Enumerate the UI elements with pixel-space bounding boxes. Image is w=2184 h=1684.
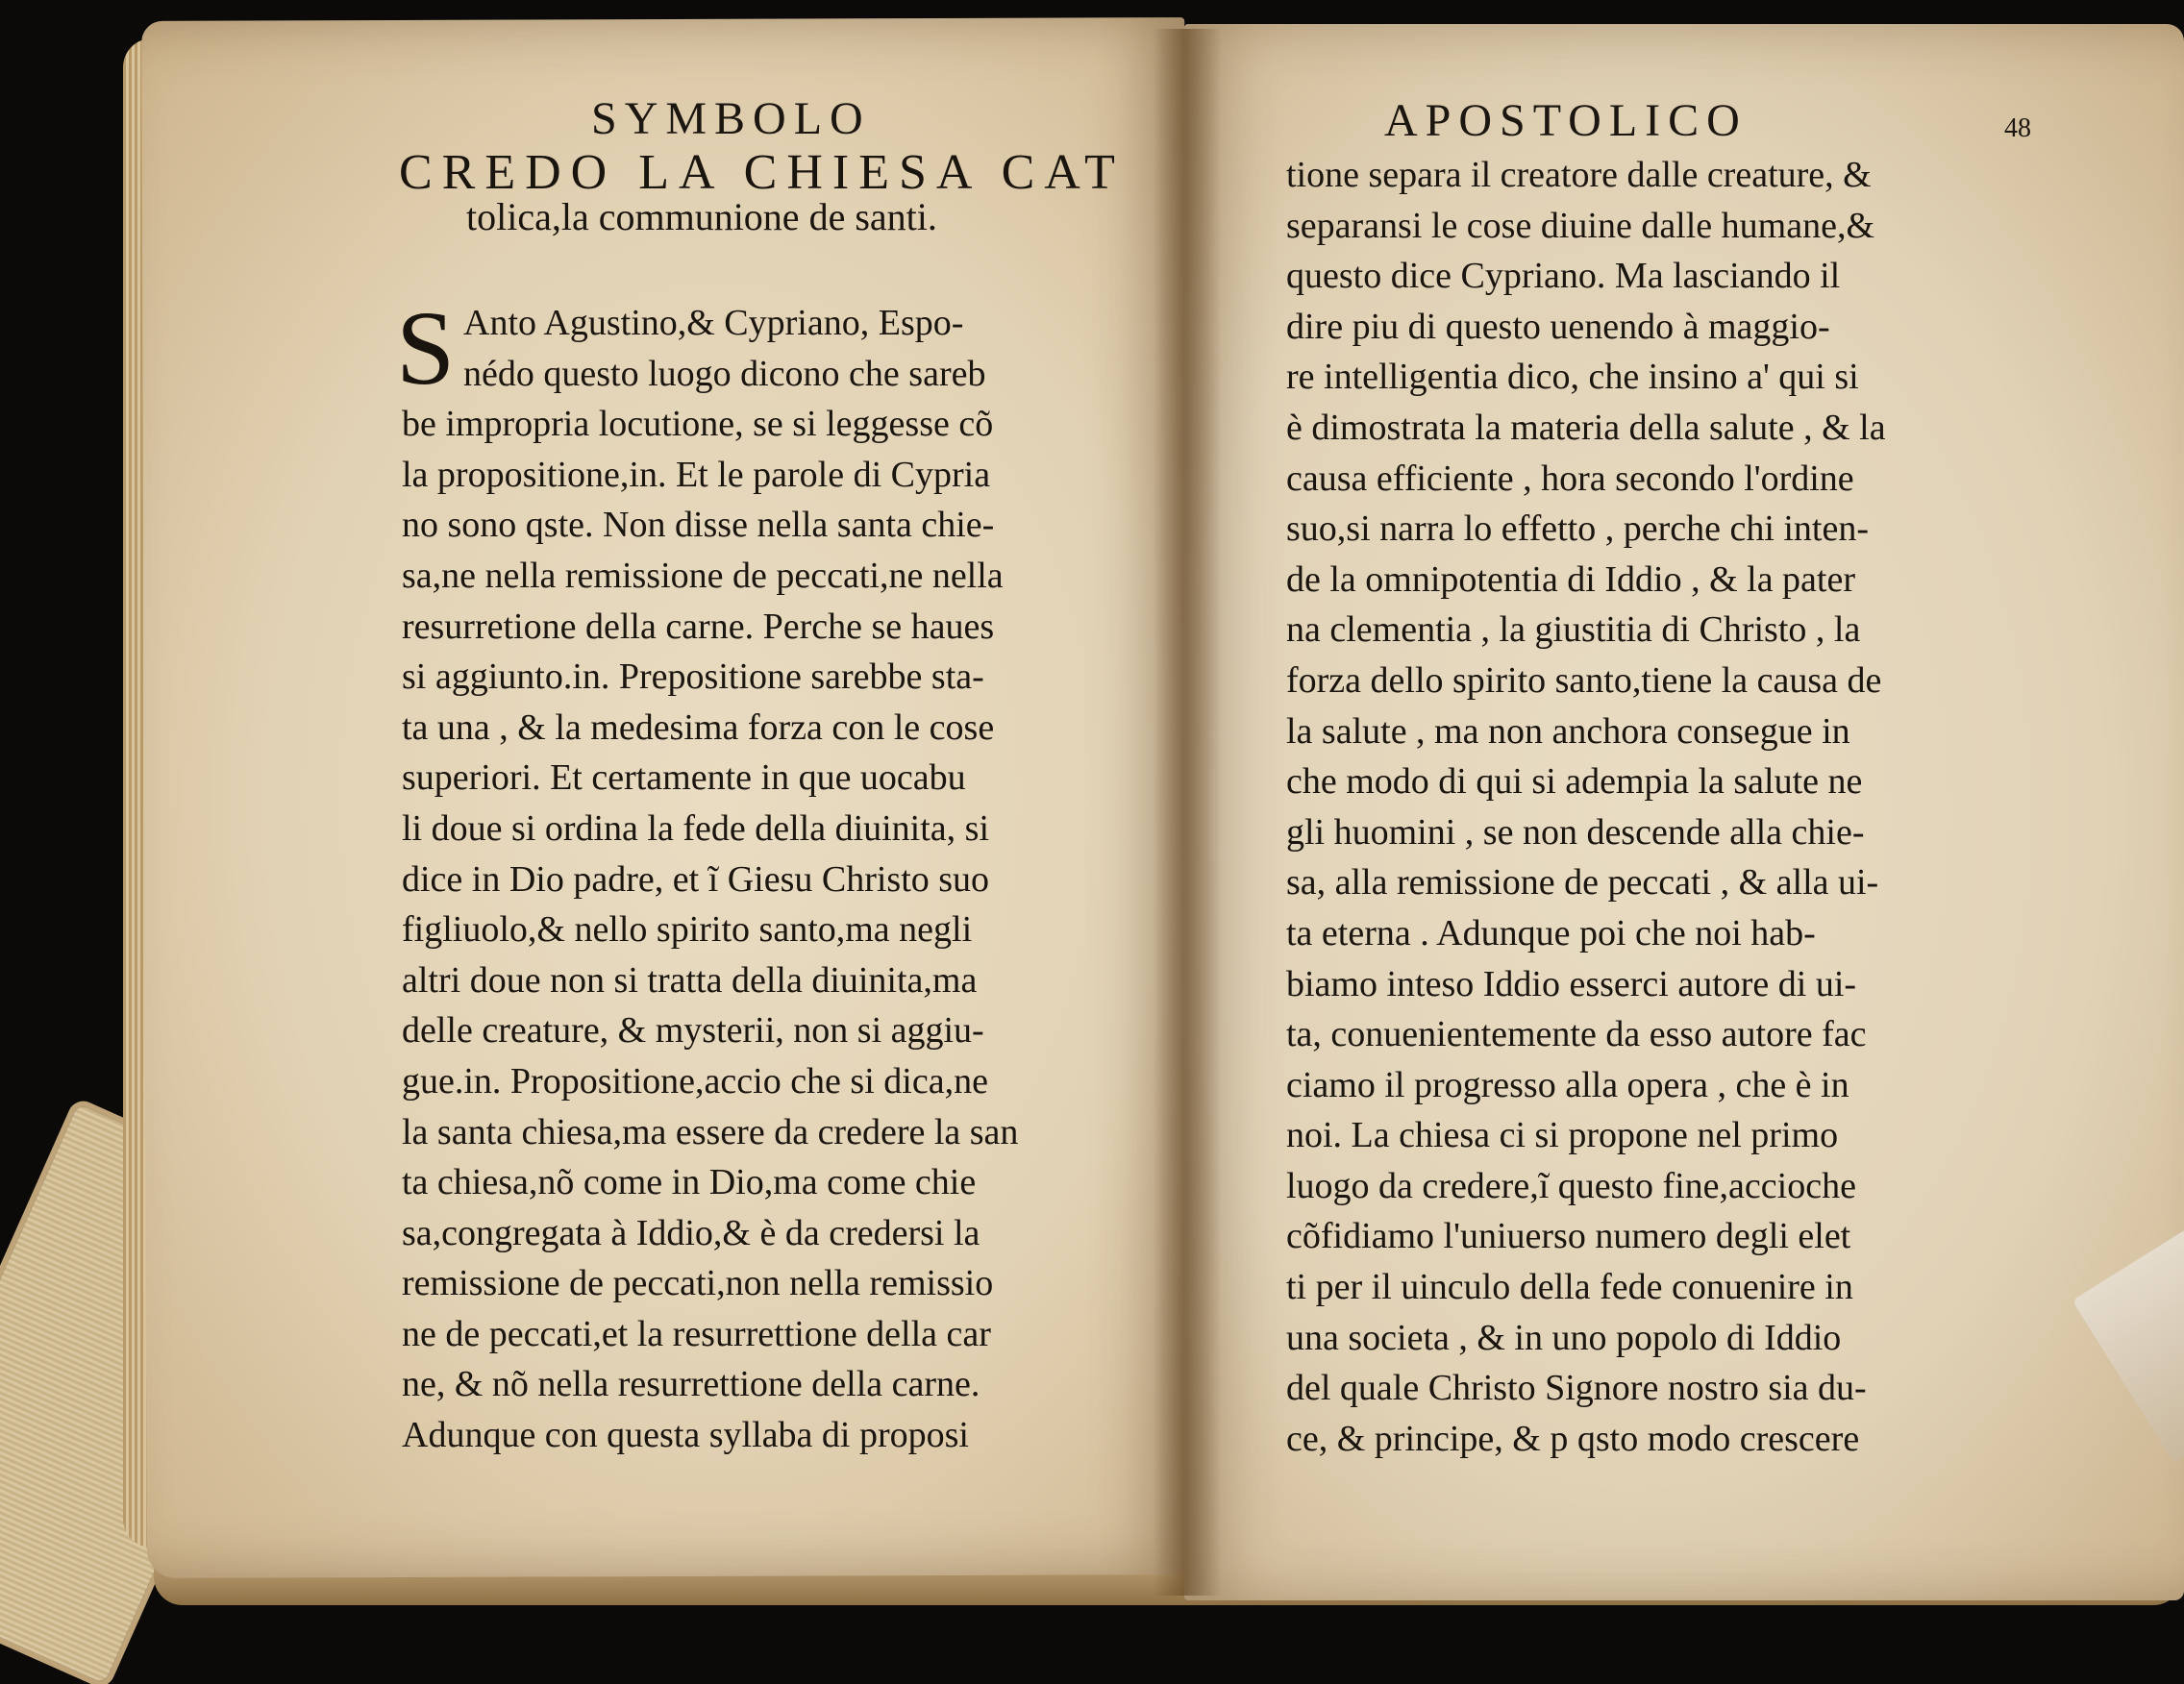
- text-line: no sono qste. Non disse nella santa chie-: [402, 505, 995, 546]
- text-line: figliuolo,& nello spirito santo,ma negli: [402, 909, 973, 951]
- left-running-head: SYMBOLO: [591, 93, 871, 144]
- text-line: Anto Agustino,& Cypriano, Espo-: [463, 303, 964, 343]
- text-line: la salute , ma non anchora consegue in: [1286, 710, 1850, 752]
- text-line: sa,congregata à Iddio,& è da credersi la: [402, 1212, 980, 1253]
- text-line: ciamo il progresso alla opera , che è in: [1286, 1064, 1849, 1105]
- text-line: ta una , & la medesima forza con le cose: [402, 706, 995, 748]
- text-line: la santa chiesa,ma essere da credere la san: [402, 1111, 1019, 1152]
- text-line: re intelligentia dico, che insino a' qui si: [1286, 357, 1859, 398]
- text-line: nédo questo luogo dicono che sareb: [463, 353, 986, 394]
- text-line: luogo da credere,ĩ questo fine,accioche: [1286, 1165, 1856, 1206]
- text-line: ti per il uinculo della fede conuenire in: [1286, 1267, 1853, 1308]
- text-line: ne, & nõ nella resurrettione della carne.: [402, 1364, 980, 1405]
- text-line: superiori. Et certamente in que uocabu: [402, 757, 966, 799]
- text-line: gue.in. Propositione,accio che si dica,ne: [402, 1060, 988, 1102]
- drop-cap: S: [396, 289, 456, 407]
- text-line: sa,ne nella remissione de peccati,ne nella: [402, 555, 1004, 596]
- text-line: remissione de peccati,non nella remissio: [402, 1263, 994, 1304]
- text-line: tione separa il creatore dalle creature, &: [1286, 155, 1872, 195]
- text-line: questo dice Cypriano. Ma lasciando il: [1286, 256, 1841, 297]
- text-line: che modo di qui si adempia la salute ne: [1286, 761, 1863, 803]
- text-line: ta chiesa,nõ come in Dio,ma come chie: [402, 1162, 977, 1203]
- text-line: ta eterna . Adunque poi che noi hab-: [1286, 912, 1816, 953]
- right-page-body: [1286, 150, 2002, 1464]
- text-line: gli huomini , se non descende alla chie-: [1286, 811, 1865, 853]
- text-line: noi. La chiesa ci si propone nel primo: [1286, 1115, 1839, 1156]
- text-line: biamo inteso Iddio esserci autore di ui-: [1286, 963, 1857, 1004]
- text-line: na clementia , la giustitia di Christo , la: [1286, 609, 1861, 651]
- text-line: li doue si ordina la fede della diuinita, si: [402, 807, 990, 849]
- text-line: sa, alla remissione de peccati , & alla ui-: [1286, 862, 1879, 904]
- text-line: ne de peccati,et la resurrettione della car: [402, 1313, 991, 1354]
- text-line: è dimostrata la materia della salute , & la: [1286, 407, 1886, 448]
- left-page-body: [396, 289, 1094, 1461]
- text-line: una societa , & in uno popolo di Iddio: [1286, 1317, 1842, 1358]
- text-line: ta, conuenientemente da esso autore fac: [1286, 1014, 1867, 1055]
- text-line: dire piu di questo uenendo à maggio-: [1286, 306, 1830, 347]
- text-line: Adunque con questa syllaba di proposi: [402, 1415, 969, 1456]
- text-line: del quale Christo Signore nostro sia du-: [1286, 1368, 1867, 1409]
- chapter-heading-line-2: tolica,la communione de santi.: [466, 195, 937, 238]
- page-number: 48: [2004, 113, 2031, 143]
- book-gutter: [1154, 29, 1221, 1596]
- text-line: altri doue non si tratta della diuinita,ma: [402, 959, 978, 1001]
- text-line: de la omnipotentia di Iddio , & la pater: [1286, 558, 1856, 600]
- text-line: delle creature, & mysterii, non si aggiu-: [402, 1010, 984, 1052]
- text-line: resurretione della carne. Perche se haues: [402, 606, 995, 647]
- text-line: si aggiunto.in. Prepositione sarebbe sta-: [402, 656, 984, 698]
- text-line: forza dello spirito santo,tiene la causa de: [1286, 659, 1882, 701]
- text-line: dice in Dio padre, et ĩ Giesu Christo suo: [402, 858, 990, 900]
- right-running-head: APOSTOLICO: [1384, 95, 1748, 146]
- text-line: separansi le cose diuine dalle humane,&: [1286, 205, 1875, 246]
- text-line: cõfidiamo l'uniuerso numero degli elet: [1286, 1216, 1851, 1257]
- text-line: causa efficiente , hora secondo l'ordine: [1286, 458, 1854, 499]
- text-line: suo,si narra lo effetto , perche chi inten-: [1286, 508, 1870, 550]
- text-line: la propositione,in. Et le parole di Cypria: [402, 454, 991, 495]
- text-line: be impropria locutione, se si leggesse cõ: [402, 404, 994, 445]
- chapter-heading-line-1: CREDO LA CHIESA CAT: [399, 145, 1125, 200]
- text-line: ce, & principe, & p qsto modo crescere: [1286, 1418, 1860, 1459]
